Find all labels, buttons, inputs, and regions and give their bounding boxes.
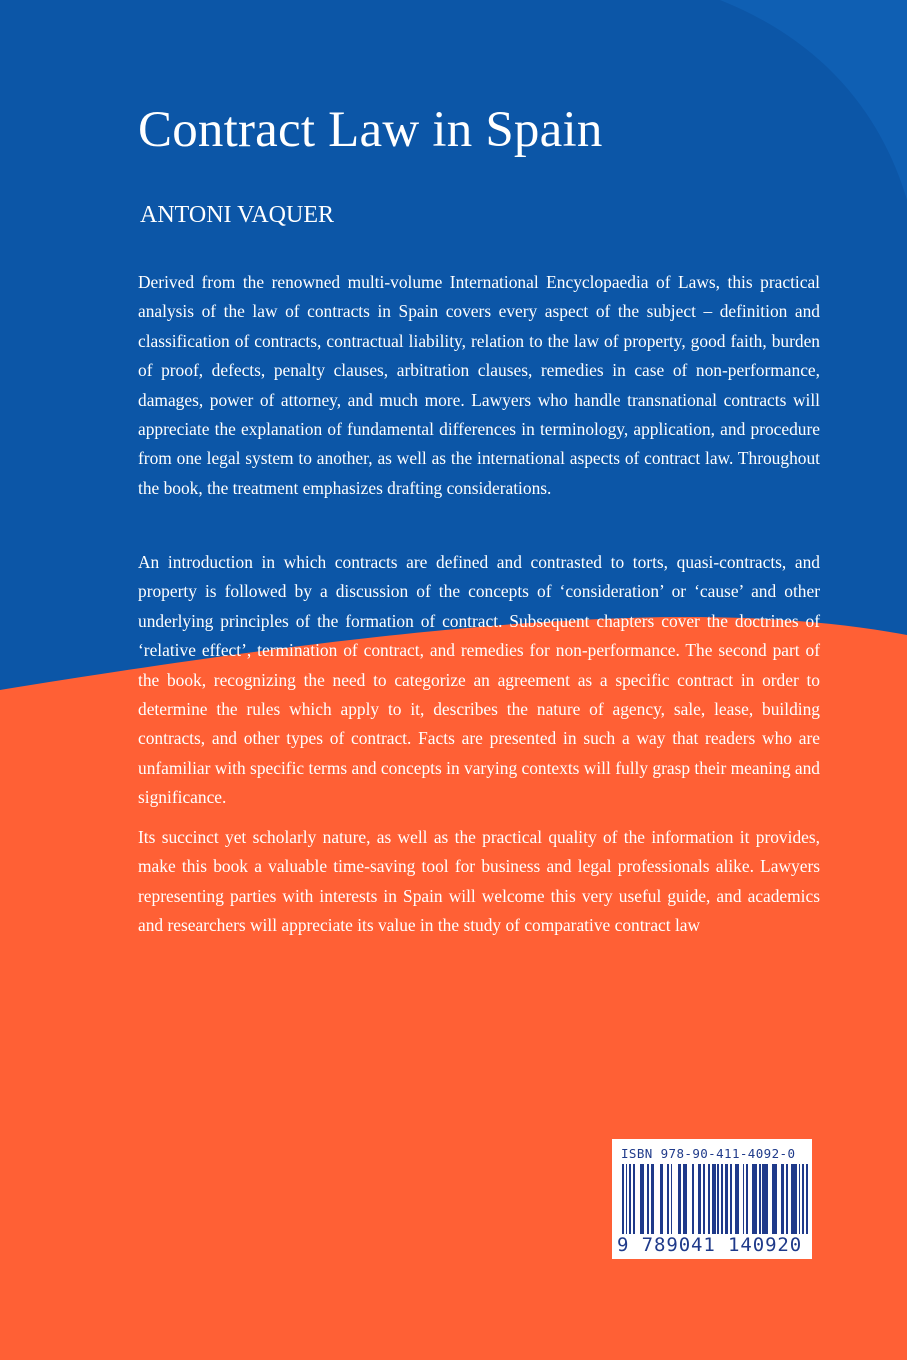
description-paragraph-1: Derived from the renowned multi-volume International Encyclopaedia of Laws, this practical analysis of the law of contracts in Spain covers every aspect of the subject – definition and classification of contracts, contractual liability, relation to the law of property, good faith, burden of proof, defects, penalty clauses, arbitration clauses, remedies in case of non-performance, damages, power of attorney, and much more. Lawyers who handle transnational contracts will appreciate the explanation of fundamental differences in terminology, application, and procedure from one legal system to another, as well as the international aspects of contract law. Throughout the book, the treatment emphasizes drafting considerations.	[138, 272, 820, 498]
barcode-bars	[622, 1164, 808, 1236]
isbn-label: ISBN 978-90-411-4092-0	[621, 1146, 796, 1161]
description-paragraph-3: Its succinct yet scholarly nature, as well as the practical quality of the information it provides, make this book a valuable time-saving tool for business and legal professionals alike. Lawyers representing parties with interests in Spain will welcome this very useful guide, and academics and researchers will appreciate its value in the study of comparative contract law	[138, 827, 820, 936]
ean-digits: 9 789041 140920	[617, 1234, 811, 1256]
author-name: ANTONI VAQUER	[140, 202, 335, 228]
book-title: Contract Law in Spain	[138, 102, 603, 158]
isbn-barcode	[612, 1139, 812, 1259]
barcode-bar	[806, 1164, 808, 1236]
description-paragraph-2: An introduction in which contracts are defined and contrasted to torts, quasi-contracts, and property is followed by a discussion of the concepts of ‘consideration’ or ‘cause’ and other underlying principles of the formation of contract. Subsequent chapters cover the doctrines of ‘relative effect’, termination of contract, and remedies for non-performance. The second part of the book, recognizing the need to categorize an agreement as a specific contract in order to determine the rules which apply to it, describes the nature of agency, sale, lease, building contracts, and other types of contract. Facts are presented in such a way that readers who are unfamiliar with specific terms and concepts in varying contexts will fully grasp their meaning and significance.	[138, 552, 820, 808]
